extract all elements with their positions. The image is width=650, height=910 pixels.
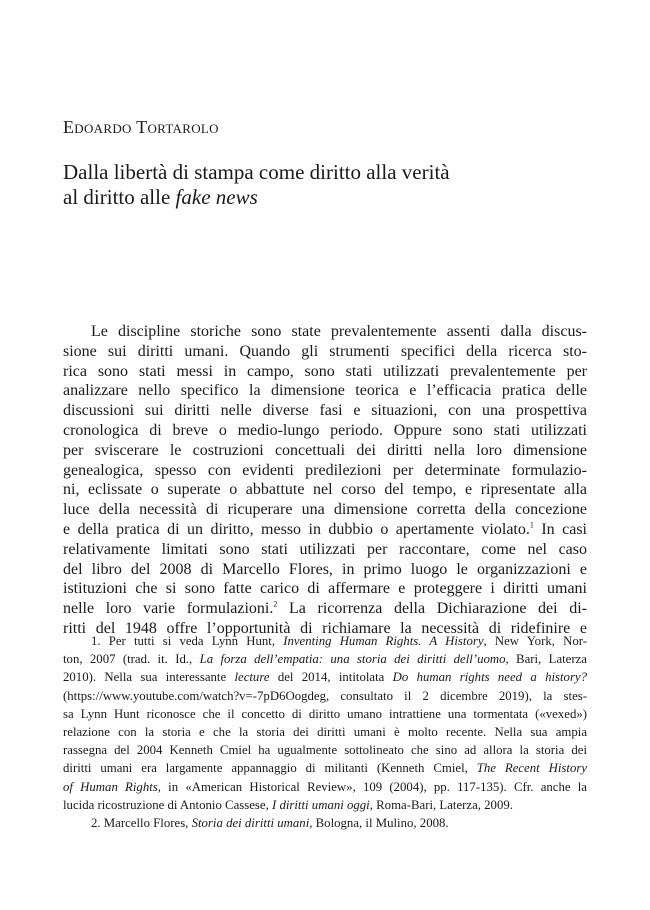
body-line-4: analizzare nello specifico la dimensione teorica e l’efficacia pratica delle	[63, 382, 587, 400]
footnote-ref-2[interactable]: 2	[273, 599, 278, 609]
body-line-11	[63, 520, 587, 540]
fn2-text: 2. Marcello Flores,	[91, 815, 192, 830]
body-line-15-tail: La ricorrenza della Dichiarazione dei di-	[277, 600, 587, 618]
body-line-3: rica sono stati messi in campo, sono stati utilizzati prevalentemente per	[63, 362, 587, 380]
fn2-text: , Bologna, il Mulino, 2008.	[309, 815, 449, 830]
body-line-7: per sviscerare le costruzioni concettuali dei diritti nella loro dimensione	[63, 441, 587, 459]
fn1-text: diritti umani era largamente appannaggio di militanti (Kenneth Cmiel,	[63, 761, 477, 776]
title-line-2-text: al diritto alle	[63, 185, 176, 209]
body-line-11-tail: In casi	[533, 520, 588, 538]
footnote-1-line-7: rassegna del 2004 Kenneth Cmiel ha ugualmente sottolineato che sino ad allora la storia dei	[63, 743, 587, 758]
fn1-text: , Bari, Laterza	[505, 652, 587, 667]
body-line-8: genealogica, spesso con evidenti predilezioni per determinate formulazio-	[63, 461, 587, 479]
fn1-italic: Inventing Human Rights. A History	[283, 634, 484, 648]
footnote-1-line-1	[63, 632, 587, 650]
fn1-italic: La forza dell’empatia: una storia dei diritti dell’uomo	[199, 652, 506, 667]
fn1-text: 1. Per tutti si veda Lynn Hunt,	[91, 634, 284, 648]
footnote-ref-1[interactable]: 1	[529, 520, 534, 530]
chapter-title	[63, 160, 450, 210]
footnote-1-line-5: sa Lynn Hunt riconosce che il concetto di diritto umano intrattiene una tormentata («vexed»)	[63, 706, 587, 721]
fn1-text: 2010). Nella sua interessante	[63, 670, 235, 685]
body-line-13: del libro del 2008 di Marcello Flores, in primo luogo le organizzazioni e	[63, 560, 587, 578]
footnote-1-line-8	[63, 759, 587, 777]
body-line-15	[63, 599, 587, 619]
fn1-text: , in «American Historical Review», 109 (2004), pp. 117-135). Cfr. anche la	[157, 779, 587, 794]
body-line-10: luce della necessità di ricuperare una dimensione corretta della concezione	[63, 501, 587, 519]
footnote-1-line-2	[63, 650, 587, 668]
fn1-italic: Do human rights need a history?	[392, 670, 588, 685]
fn1-italic: I diritti umani oggi	[271, 797, 370, 812]
chapter-author: Edoardo Tortarolo	[63, 117, 219, 137]
fn1-text: ton, 2007 (trad. it. Id.,	[63, 652, 200, 667]
body-line-9: ni, eclissate o superate o abbattute nel corso del tempo, e ripresentate alla	[63, 481, 587, 499]
body-line-14: istituzioni che si sono fatte carico di affermare e proteggere i diritti umani	[63, 580, 587, 598]
footnote-1-line-10	[63, 796, 587, 814]
body-line-6: cronologica di breve o medio-lungo periodo. Oppure sono stati utilizzati	[63, 421, 587, 439]
fn1-text: , Roma-Bari, Laterza, 2009.	[369, 797, 513, 812]
title-line-2	[63, 185, 450, 210]
body-line-16: ritti del 1948 offre l’opportunità di richiamare la necessità di ridefinire e	[63, 619, 587, 637]
fn1-italic: lecture	[234, 670, 270, 685]
body-line-15-text: nelle loro varie formulazioni.	[63, 600, 274, 618]
footnote-1-line-4: (https://www.youtube.com/watch?v=-7pD6Oogdeg, consultato il 2 dicembre 2019), la stes-	[63, 688, 587, 703]
body-line-5: discussioni sui diritti nelle diverse fasi e situazioni, con una prospettiva	[63, 402, 587, 420]
body-paragraph	[63, 322, 587, 639]
footnote-1-line-3	[63, 668, 587, 686]
fn2-italic: Storia dei diritti umani	[191, 815, 310, 830]
fn1-text: lucida ricostruzione di Antonio Cassese,	[63, 797, 272, 812]
fn1-italic: The Recent History	[476, 761, 588, 776]
body-line-2: sione sui diritti umani. Quando gli strumenti specifici della ricerca sto-	[63, 342, 587, 360]
title-line-2-italic: fake news	[175, 185, 258, 209]
footnotes	[63, 632, 587, 832]
footnote-1-line-9	[63, 778, 587, 796]
footnote-2	[63, 814, 587, 832]
footnote-1-line-6: relazione con la storia e che la storia dei diritti umani è molto recente. Nella sua ampia	[63, 724, 587, 739]
body-line-11-text: e della pratica di un diritto, messo in dubbio o apertamente violato.	[63, 520, 530, 538]
fn1-text: del 2014, intitolata	[269, 670, 393, 685]
body-line-1: Le discipline storiche sono state prevalentemente assenti dalla discus-	[91, 323, 587, 340]
body-line-12: relativamente limitati sono stati utilizzati per raccontare, come nel caso	[63, 540, 587, 558]
title-line-1: Dalla libertà di stampa come diritto alla verità	[63, 160, 450, 184]
fn1-text: , New York, Nor-	[483, 634, 588, 648]
fn1-italic: of Human Rights	[63, 779, 158, 794]
